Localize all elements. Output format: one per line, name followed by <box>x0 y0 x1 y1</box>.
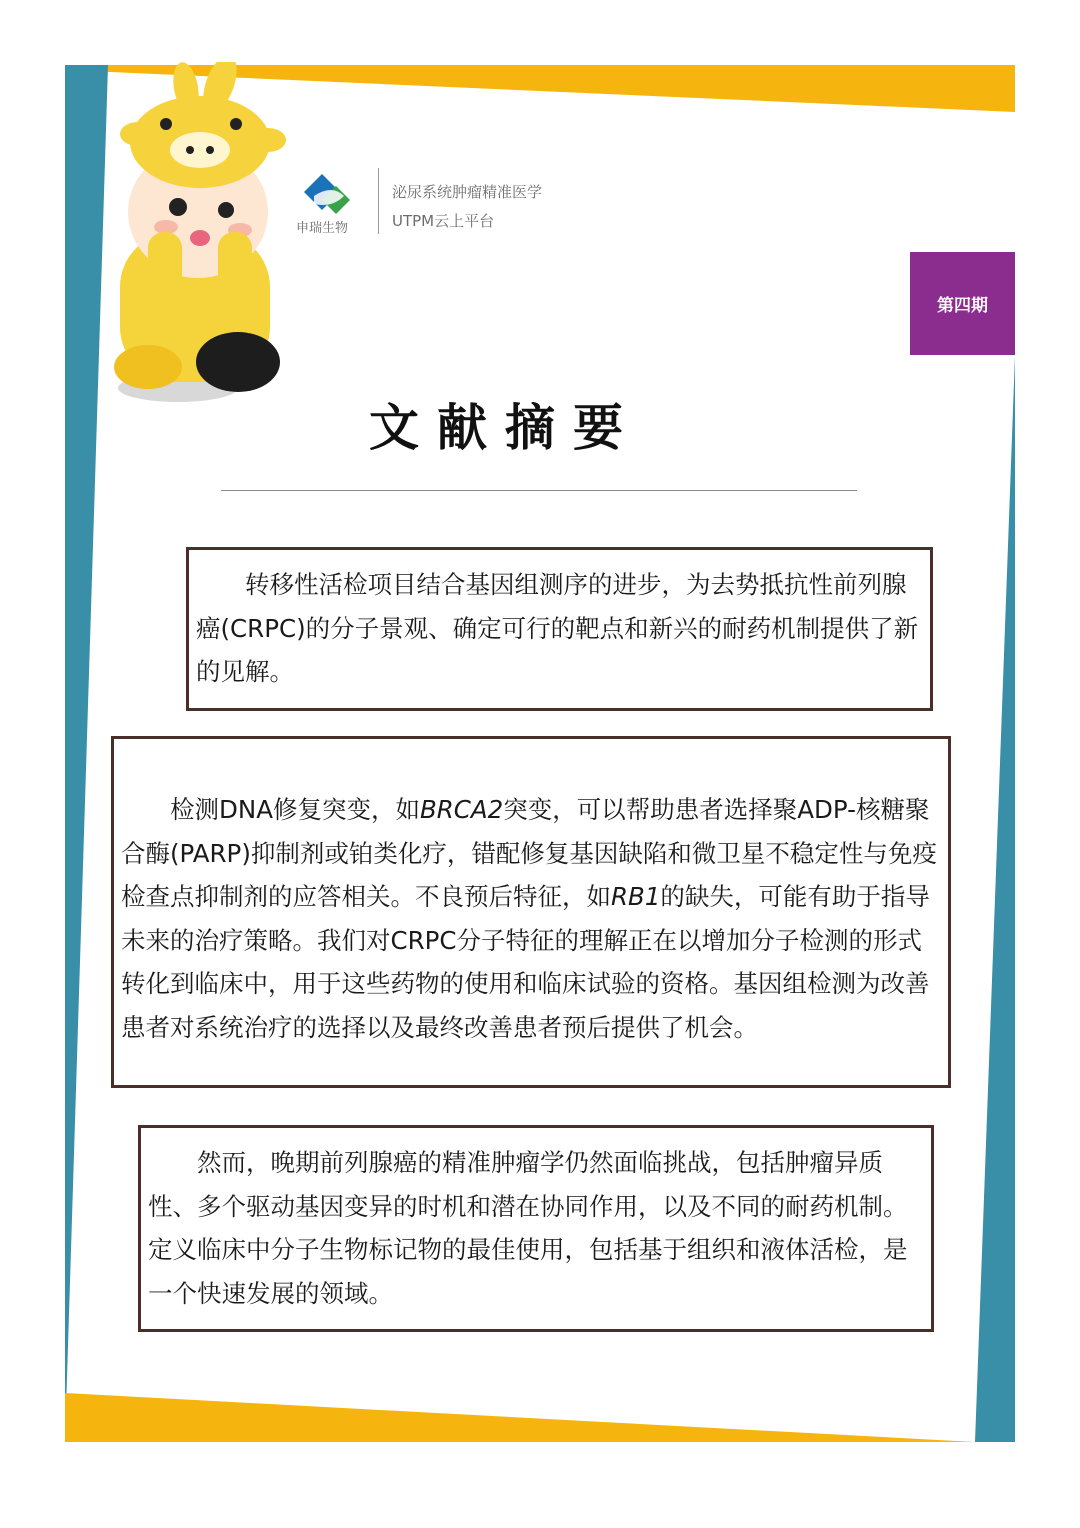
org-line-1: 泌尿系统肿瘤精准医学 <box>392 183 543 201</box>
left-teal-bar <box>65 65 108 1442</box>
abstract-paragraph-3: 然而，晚期前列腺癌的精准肿瘤学仍然面临挑战，包括肿瘤异质性、多个驱动基因变异的时机和潜在协同作用，以及不同的耐药机制。定义临床中分子生物标记物的最佳使用，包括基于组织和液体活检，是一个快速发展的领域。 <box>148 1148 908 1308</box>
page-title: 文献摘要 <box>369 399 641 457</box>
abstract-box-2 <box>111 736 951 1088</box>
p2-text-e: 的缺失，可能有助于指导未来的治疗策略。我们对CRPC分子特征的理解正在以增加分子检测的形式转化到临床中，用于这些药物的使用和临床试验的资格。基因组检测为改善患者对系统治疗的选择以及最终改善患者预后提供了机会。 <box>121 882 930 1042</box>
org-text <box>392 178 542 236</box>
issue-tab: 第四期 <box>910 252 1015 355</box>
abstract-paragraph-2 <box>121 788 942 1049</box>
brand-name-cn: 申瑞生物 <box>296 221 349 236</box>
title-divider <box>221 490 857 491</box>
abstract-box-1 <box>186 547 933 711</box>
org-line-2: UTPM云上平台 <box>392 212 495 230</box>
bottom-yellow-band <box>65 1393 975 1442</box>
mascot-illustration <box>108 62 290 408</box>
gene-rb1: RB1 <box>611 882 661 911</box>
p2-text-c: 突变，可以帮助患者选择聚ADP-核糖聚合酶(PARP)抑制剂或铂类化疗，错配修复基因缺陷和微卫星不稳定性与免疫检查点抑制剂的应答相关。不良预后特征，如 <box>121 795 937 911</box>
gene-brca2: BRCA2 <box>419 795 504 824</box>
abstract-box-3 <box>138 1125 934 1332</box>
brand-logo-icon <box>292 166 372 238</box>
p2-text-a: 检测DNA修复突变，如 <box>170 795 420 824</box>
logo-divider <box>378 168 379 234</box>
abstract-paragraph-1: 转移性活检项目结合基因组测序的进步，为去势抵抗性前列腺癌(CRPC)的分子景观、确定可行的靶点和新兴的耐药机制提供了新的见解。 <box>196 570 919 686</box>
right-teal-bar <box>975 355 1015 1442</box>
